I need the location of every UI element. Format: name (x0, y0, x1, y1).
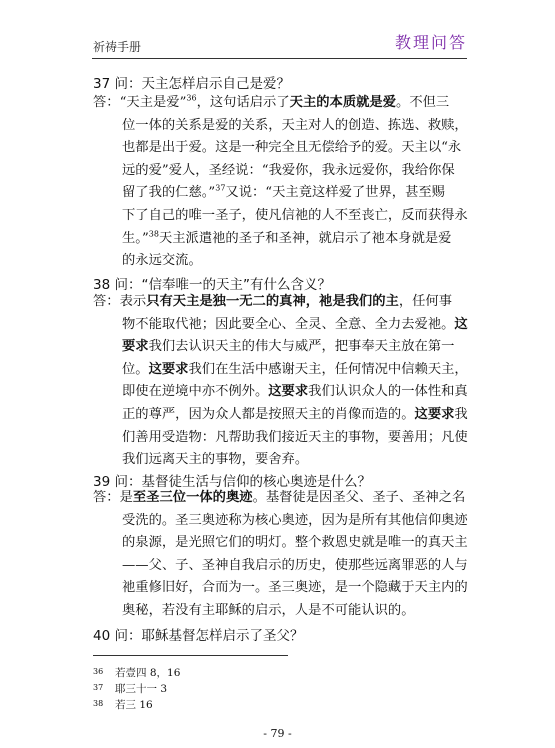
footnote-number: 38 (93, 699, 104, 708)
bold-text: 这要求 (268, 384, 309, 400)
footnote-text: 若三 16 (115, 699, 153, 711)
text-span: 位。 (122, 361, 149, 377)
footnote-ref: 36 (186, 93, 197, 103)
text-span: 。基督徒是因圣父、圣子、圣神之名 (252, 490, 466, 505)
answer-line: 祂重修旧好，合而为一。圣三奥迹，是一个隐藏于天主内的 (122, 580, 468, 596)
header-rule (92, 58, 467, 59)
answer-line (93, 228, 485, 251)
text-span: ，这句话启示了 (196, 95, 290, 110)
answer-line (93, 182, 485, 205)
text-span: 答：是 (93, 490, 133, 505)
text-span: 天主派遣祂的圣子和圣神，就启示了祂本身就是爱 (158, 230, 452, 246)
footnote-rule (93, 655, 288, 656)
question-39-title: 39 问：基督徒生活与信仰的核心奥迹是什么？ (93, 474, 371, 490)
bold-text: 天主的本质就是爱 (289, 95, 397, 110)
answer-line (93, 92, 485, 115)
footnote-ref: 38 (148, 229, 159, 239)
question-38-title: 38 问：“信奉唯一的天主”有什么含义？ (93, 277, 331, 293)
footnote-text: 若壹四 8，16 (115, 667, 181, 679)
header-left-title: 祈祷手册 (93, 40, 142, 54)
answer-line: 我们远离天主的事物，要舍弃。 (122, 452, 309, 468)
answer-line (93, 487, 485, 510)
text-span: 。不但三 (396, 95, 450, 110)
header-right-title: 教理问答 (394, 33, 467, 52)
bold-text: 至圣三位一体的奥迹 (132, 490, 253, 505)
text-span: 物不能取代祂；因此要全心、全灵、全意、全力去爱祂。 (122, 316, 455, 332)
answer-line: 也都是出于爱。这是一种完全且无偿给予的爱。天主以“永 (122, 140, 462, 156)
text-span: 答：“天主是爱” (93, 95, 187, 110)
page-number: - 79 - (263, 727, 292, 740)
footnote-item (93, 697, 153, 712)
footnote-number: 37 (93, 683, 104, 692)
text-span: 生。” (122, 230, 149, 246)
answer-line: 们善用受造物：凡帮助我们接近天主的事物，要善用；凡使 (122, 429, 468, 445)
text-span: 正的尊严，因为众人都是按照天主的肖像而造的。 (122, 406, 415, 422)
answer-line (93, 314, 485, 337)
text-span: 我们认识众人的一体性和真 (308, 384, 468, 400)
answer-line (93, 381, 485, 404)
bold-text: 要求 (122, 339, 149, 355)
answer-line: 下了自己的唯一圣子，使凡信祂的人不至丧亡，反而获得永 (122, 207, 468, 223)
text-span: 留了我的仁慈。” (122, 185, 216, 201)
bold-text: 这 (454, 316, 468, 332)
text-span: 答：表示 (93, 294, 147, 309)
answer-39 (93, 487, 485, 623)
question-37-title: 37 问：天主怎样启示自己是爱？ (93, 76, 290, 92)
question-40-title: 40 问：耶稣基督怎样启示了圣父？ (93, 628, 304, 644)
text-span: 我们去认识天主的伟大与威严，把事奉天主放在第一 (148, 339, 455, 355)
bold-text: 这要求 (414, 406, 455, 422)
answer-line: 远的爱”爱人，圣经说：“我爱你，我永远爱你，我给你保 (122, 162, 455, 178)
answer-line (93, 291, 485, 314)
answer-38 (93, 291, 485, 472)
bold-text: 这要求 (148, 361, 189, 377)
answer-line (93, 336, 485, 359)
answer-line: 受洗的。圣三奥迹称为核心奥迹，因为是所有其他信仰奥迹 (122, 512, 468, 528)
text-span: 我 (454, 406, 468, 422)
answer-37 (93, 92, 485, 273)
answer-line: ——父、子、圣神自我启示的历史，使那些远离罪恶的人与 (122, 557, 468, 573)
answer-line (93, 359, 485, 382)
answer-line: 位一体的关系是爱的关系，天主对人的创造、拣选、救赎， (122, 117, 468, 133)
answer-line: 奥秘，若没有主耶稣的启示，人是不可能认识的。 (122, 602, 415, 618)
footnote-ref: 37 (215, 183, 226, 193)
text-span: 又说：“天主竟这样爱了世界，甚至赐 (225, 185, 445, 201)
text-span: ，任何事 (398, 294, 453, 309)
footnote-item (93, 681, 167, 696)
text-span: 即使在逆境中亦不例外。 (122, 384, 269, 400)
footnote-text: 耶三十一 3 (115, 683, 168, 695)
text-span: 我们在生活中感谢天主，任何情况中信赖天主， (188, 361, 468, 377)
bold-text: 只有天主是独一无二的真神，祂是我们的主 (146, 294, 399, 309)
answer-line: 的泉源，是光照它们的明灯。整个救恩史就是唯一的真天主 (122, 535, 468, 551)
footnote-item (93, 665, 180, 680)
answer-line: 的永远交流。 (122, 253, 202, 269)
answer-line (93, 404, 485, 427)
footnote-number: 36 (93, 667, 104, 676)
